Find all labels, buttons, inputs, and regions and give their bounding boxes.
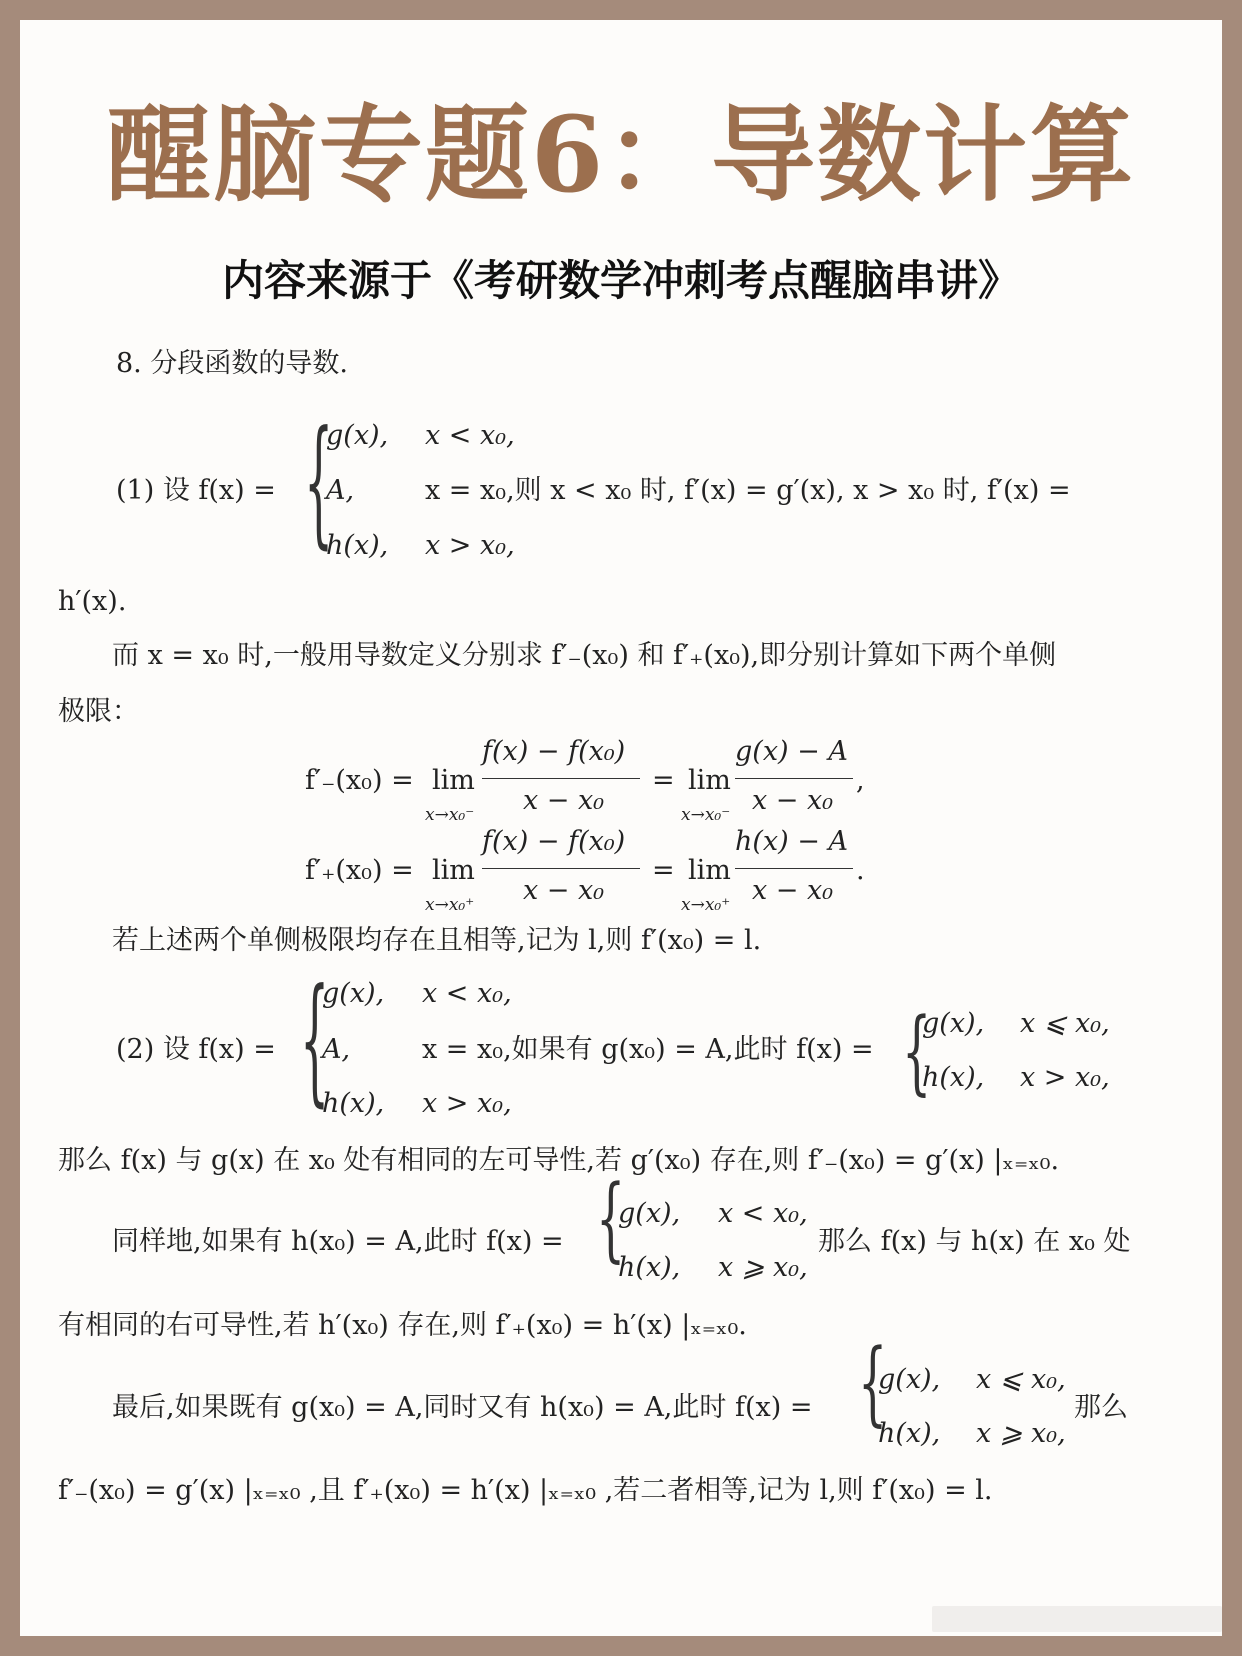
paragraph-one-sided-2: 极限： <box>58 696 139 727</box>
case1-row1-func: g(x), <box>326 420 389 451</box>
final-row1-cond: x ⩽ x₀, <box>976 1364 1066 1395</box>
case1-row2-cond: x = x₀,则 x < x₀ 时, f′(x) = g′(x), x > x₀ 时, f′(x) = <box>425 475 1071 506</box>
similar-row2-cond: x ⩾ x₀, <box>718 1252 808 1283</box>
paragraph-equal-limits: 若上述两个单侧极限均存在且相等,记为 l,则 f′(x₀) = l. <box>112 925 762 956</box>
case2-sub-row1-cond: x ⩽ x₀, <box>1020 1008 1110 1039</box>
similar-row2-func: h(x), <box>618 1252 681 1283</box>
fraction-bar <box>482 868 640 869</box>
paragraph-similar-tail: 那么 f(x) 与 h(x) 在 x₀ 处 <box>818 1226 1131 1257</box>
paragraph-one-sided-1: 而 x = x₀ 时,一般用导数定义分别求 f′₋(x₀) 和 f′₊(x₀),即分别计算如下两个单侧 <box>112 640 1057 671</box>
fraction-bar <box>735 778 853 779</box>
case2-sub-row2-cond: x > x₀, <box>1020 1062 1110 1093</box>
case2-sub-row1-func: g(x), <box>922 1008 985 1039</box>
final-row1-func: g(x), <box>878 1364 941 1395</box>
case1-row3-cond: x > x₀, <box>425 530 515 561</box>
page-subtitle: 内容来源于《考研数学冲刺考点醒脑串讲》 <box>221 256 1020 305</box>
final-row2-func: h(x), <box>878 1418 941 1449</box>
paragraph-left-derivative: 那么 f(x) 与 g(x) 在 x₀ 处有相同的左可导性,若 g′(x₀) 存在,则 f′₋(x₀) = g′(x) |ₓ₌ₓ₀. <box>58 1145 1060 1176</box>
eq-right-den1: x − x₀ <box>523 875 605 906</box>
document-sheet <box>20 20 1222 1636</box>
case2-label: (2) 设 f(x) = <box>116 1034 276 1065</box>
eq-left-eq2: = <box>652 765 675 796</box>
similar-row1-cond: x < x₀, <box>718 1198 808 1229</box>
left-brace-icon: { <box>902 997 932 1105</box>
fraction-bar <box>735 868 853 869</box>
case2-row2-cond: x = x₀,如果有 g(x₀) = A,此时 f(x) = <box>422 1034 874 1065</box>
eq-left-lim2: lim <box>688 765 731 796</box>
eq-left-lim2-sub: x→x₀⁻ <box>681 805 731 825</box>
case1-row3-func: h(x), <box>326 530 389 561</box>
case1-row1-cond: x < x₀, <box>425 420 515 451</box>
section-heading: 8. 分段函数的导数. <box>116 348 348 379</box>
page-title: 醒脑专题6：导数计算 <box>106 93 1136 216</box>
eq-left-end: , <box>856 765 865 796</box>
case1-label: (1) 设 f(x) = <box>116 475 276 506</box>
eq-left-num2: g(x) − A <box>735 736 848 767</box>
left-brace-icon: { <box>858 1328 888 1436</box>
case2-row2-func: A, <box>322 1034 351 1065</box>
case2-row3-func: h(x), <box>322 1088 385 1119</box>
left-brace-icon: { <box>596 1164 626 1272</box>
paragraph-right-derivative: 有相同的右可导性,若 h′(x₀) 存在,则 f′₊(x₀) = h′(x) |ₓ₌ₓ₀. <box>58 1310 747 1341</box>
paragraph-final-lead: 最后,如果既有 g(x₀) = A,同时又有 h(x₀) = A,此时 f(x) = <box>112 1392 813 1423</box>
eq-left-lim: lim <box>432 765 475 796</box>
case2-row1-cond: x < x₀, <box>422 978 512 1009</box>
eq-right-den2: x − x₀ <box>752 875 834 906</box>
fraction-bar <box>482 778 640 779</box>
case2-sub-row2-func: h(x), <box>922 1062 985 1093</box>
case1-row2-func: A, <box>326 475 355 506</box>
paragraph-final-tail: 那么 <box>1074 1392 1128 1423</box>
similar-row1-func: g(x), <box>618 1198 681 1229</box>
case1-tail: h′(x). <box>58 586 127 617</box>
paragraph-similar-lead: 同样地,如果有 h(x₀) = A,此时 f(x) = <box>112 1226 564 1257</box>
eq-left-num1: f(x) − f(x₀) <box>482 736 626 767</box>
eq-right-eq2: = <box>652 855 675 886</box>
left-brace-icon: { <box>304 400 334 562</box>
eq-left-lhs: f′₋(x₀) = <box>305 765 414 796</box>
eq-right-num1: f(x) − f(x₀) <box>482 826 626 857</box>
eq-right-lim: lim <box>432 855 475 886</box>
eq-right-num2: h(x) − A <box>735 826 848 857</box>
eq-left-den1: x − x₀ <box>523 785 605 816</box>
eq-left-den2: x − x₀ <box>752 785 834 816</box>
eq-right-lim2-sub: x→x₀⁺ <box>681 895 731 915</box>
eq-right-lim-sub: x→x₀⁺ <box>425 895 475 915</box>
eq-left-lim-sub: x→x₀⁻ <box>425 805 475 825</box>
left-brace-icon: { <box>300 958 330 1120</box>
watermark-bar <box>932 1606 1222 1632</box>
case2-row3-cond: x > x₀, <box>422 1088 512 1119</box>
case2-row1-func: g(x), <box>322 978 385 1009</box>
eq-right-end: . <box>856 855 865 886</box>
final-row2-cond: x ⩾ x₀, <box>976 1418 1066 1449</box>
paragraph-conclusion: f′₋(x₀) = g′(x) |ₓ₌ₓ₀ ,且 f′₊(x₀) = h′(x) |ₓ₌ₓ₀ ,若二者相等,记为 l,则 f′(x₀) = l. <box>58 1475 993 1506</box>
eq-right-lim2: lim <box>688 855 731 886</box>
eq-right-lhs: f′₊(x₀) = <box>305 855 414 886</box>
